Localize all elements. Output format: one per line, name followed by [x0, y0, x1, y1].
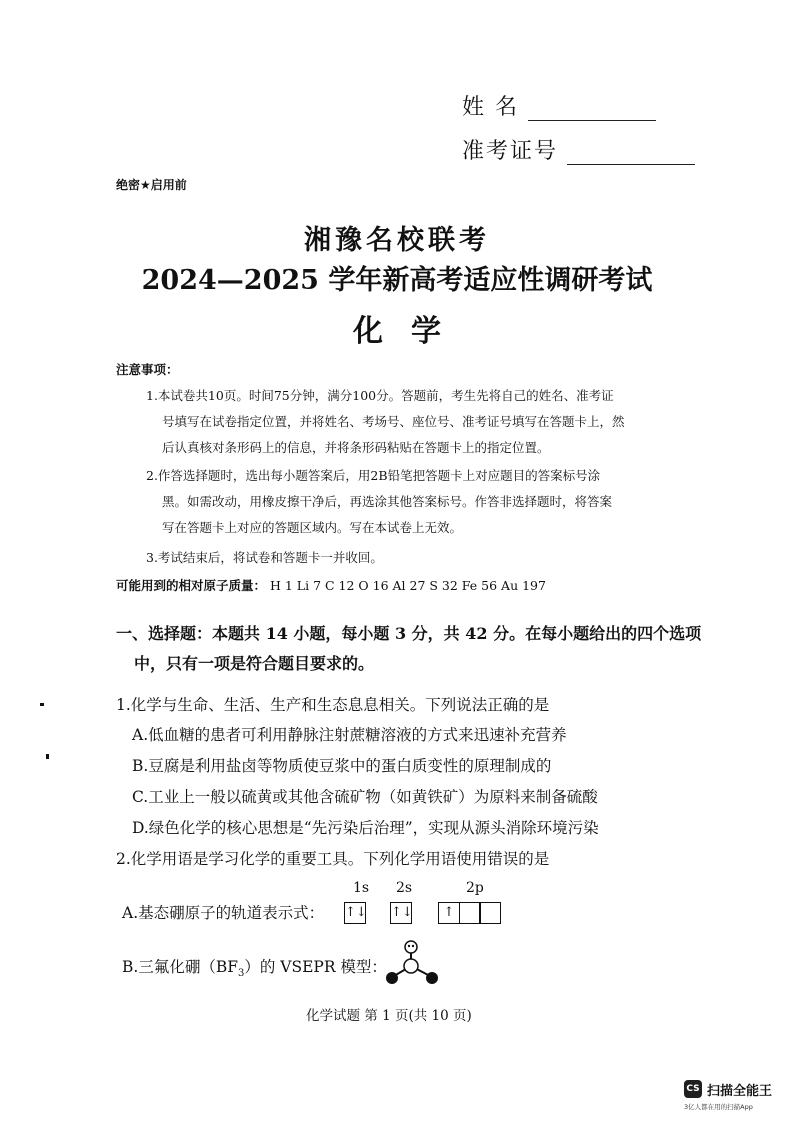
- question-2-option-a: A.基态硼原子的轨道表示式：: [122, 904, 325, 922]
- name-label: 姓 名: [462, 95, 519, 120]
- camscanner-name: 扫描全能王: [707, 1084, 773, 1099]
- atomic-masses-label: 可能用到的相对原子质量：: [116, 578, 267, 593]
- camscanner-tagline: 3亿人都在用的扫描App: [684, 1103, 753, 1111]
- note-line: 写在答题卡上对应的答题区域内。写在本试卷上无效。: [162, 520, 463, 535]
- exam-organizer: 湘豫名校联考: [304, 225, 490, 256]
- vsepr-model-diagram: [380, 938, 444, 986]
- question-2-stem: 2.化学用语是学习化学的重要工具。下列化学用语使用错误的是: [116, 850, 550, 868]
- note-line: 2.作答选择题时，选出每小题答案后，用2B铅笔把答题卡上对应题目的答案标号涂: [146, 468, 601, 483]
- note-line: 号填写在试卷指定位置，并将姓名、考场号、座位号、准考证号填写在答题卡上，然: [162, 414, 625, 429]
- orbital-box-2s: ↑↓: [390, 902, 412, 924]
- question-1-option-b: B.豆腐是利用盐卤等物质使豆浆中的蛋白质变性的原理制成的: [132, 757, 552, 775]
- orbital-label-1s: 1s: [353, 880, 370, 896]
- question-1-option-d: D.绿色化学的核心思想是“先污染后治理”，实现从源头消除环境污染: [132, 819, 599, 837]
- section-heading: 一、选择题：本题共 14 小题，每小题 3 分，共 42 分。在每小题给出的四个选项: [116, 624, 702, 643]
- note-line: 1.本试卷共10页。时间75分钟，满分100分。答题前，考生先将自己的姓名、准考证: [146, 388, 614, 403]
- id-blank: [567, 142, 695, 165]
- orbital-label-2p: 2p: [466, 880, 484, 896]
- orbital-box-2p-wrap: [438, 902, 501, 924]
- id-field: [462, 134, 695, 165]
- orbital-box-1s: ↑↓: [344, 902, 366, 924]
- question-1-option-a: A.低血糖的患者可利用静脉注射蔗糖溶液的方式来迅速补充营养: [132, 726, 567, 744]
- orbital-box-2s-wrap: [390, 902, 412, 924]
- exam-title: 2024—2025 学年新高考适应性调研考试: [141, 265, 653, 296]
- section-heading-cont: 中，只有一项是符合题目要求的。: [134, 654, 375, 673]
- camscanner-logo: CS: [684, 1080, 702, 1098]
- orbital-box-2p-2: [459, 902, 481, 924]
- orbital-diagram: [344, 902, 366, 924]
- notes-heading: 注意事项：: [116, 362, 179, 377]
- subject-title: 化学: [353, 314, 469, 349]
- name-field: [462, 90, 656, 121]
- question-1-stem: 1.化学与生命、生活、生产和生态息息相关。下列说法正确的是: [116, 696, 550, 714]
- note-line: 后认真核对条形码上的信息，并将条形码粘贴在答题卡上的指定位置。: [162, 440, 550, 455]
- scan-mark: [40, 703, 44, 706]
- secret-mark: 绝密★启用前: [116, 178, 187, 192]
- orbital-box-2p-1: ↑: [438, 902, 460, 924]
- note-line: 3.考试结束后，将试卷和答题卡一并收回。: [146, 550, 383, 565]
- orbital-label-2s: 2s: [396, 880, 413, 896]
- option-b-suffix: ）的 VSEPR 模型：: [244, 958, 387, 976]
- name-blank: [528, 98, 656, 121]
- orbital-box-2p-3: [479, 902, 501, 924]
- question-2-option-b: [122, 952, 387, 989]
- id-label: 准考证号: [462, 139, 559, 164]
- scan-mark: [46, 754, 49, 759]
- option-b-subscript: 3: [237, 968, 245, 980]
- page-footer: 化学试题 第 1 页(共 10 页): [306, 1008, 472, 1024]
- atomic-masses-values: H 1 Li 7 C 12 O 16 Al 27 S 32 Fe 56 Au 197: [270, 578, 546, 593]
- question-1-option-c: C.工业上一般以硫黄或其他含硫矿物（如黄铁矿）为原料来制备硫酸: [132, 788, 598, 806]
- atomic-masses: [116, 576, 546, 594]
- note-line: 黑。如需改动，用橡皮擦干净后，再选涂其他答案标号。作答非选择题时，将答案: [162, 494, 613, 509]
- option-b-prefix: B.三氟化硼（BF: [122, 958, 238, 976]
